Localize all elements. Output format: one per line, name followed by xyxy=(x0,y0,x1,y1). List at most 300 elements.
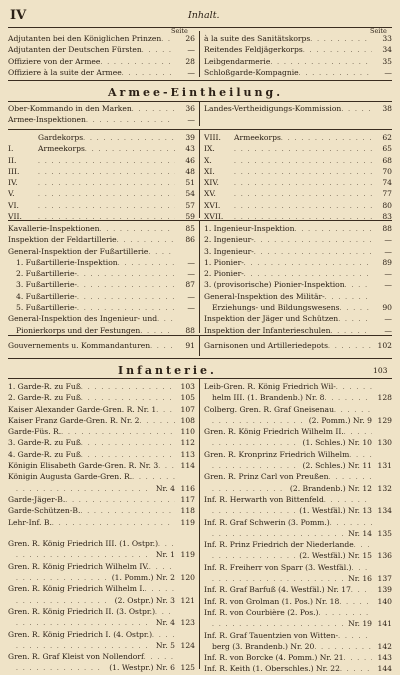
entry-label: Kaiser Franz Garde-Gren. R. Nr. 2 xyxy=(8,415,140,425)
top-right-list xyxy=(204,34,392,79)
entry-page: — xyxy=(187,67,195,77)
entry-page: 119 xyxy=(180,550,195,560)
entry-page: 59 xyxy=(185,212,195,222)
entry-label: Schloßgarde-Kompagnie xyxy=(204,67,299,77)
dot-leader xyxy=(339,598,372,608)
dot-leader xyxy=(117,236,175,246)
entry-label: Inf. R. von Courbière (2. Pos.) xyxy=(204,607,319,617)
column-divider xyxy=(199,31,200,77)
landes-list xyxy=(204,104,392,115)
entry-page: 140 xyxy=(377,596,392,606)
toc-entry xyxy=(8,607,195,618)
entry-page: 112 xyxy=(180,438,195,448)
armeekorps-right-list xyxy=(204,133,392,223)
entry-label: (2. Pomm.) Nr. 9 xyxy=(308,415,372,425)
toc-entry xyxy=(8,178,195,189)
rule xyxy=(8,378,392,379)
toc-entry xyxy=(204,224,392,235)
entry-page: 136 xyxy=(377,551,392,561)
entry-number: XVII. xyxy=(204,212,224,222)
entry-page: 130 xyxy=(377,438,392,448)
toc-entry xyxy=(8,382,195,393)
entry-label: Nr. 4 xyxy=(155,483,175,493)
entry-page: 38 xyxy=(382,104,392,113)
entry-page: 118 xyxy=(180,506,195,516)
entry-page: 57 xyxy=(185,200,195,210)
infanterie-right-list xyxy=(204,382,392,675)
toc-entry xyxy=(8,495,195,506)
entry-page: 54 xyxy=(185,189,195,199)
dot-leader xyxy=(349,451,372,461)
dot-leader xyxy=(336,383,372,393)
dot-leader xyxy=(16,597,111,607)
entry-label: Garde-Füs. R. xyxy=(8,427,62,437)
infanterie-left-list xyxy=(8,382,195,675)
toc-entry xyxy=(8,258,195,269)
dot-leader xyxy=(38,213,175,223)
toc-entry xyxy=(204,303,392,314)
rule xyxy=(8,129,392,130)
toc-entry xyxy=(8,405,195,416)
entry-label: 1. Ingenieur-Inspektion xyxy=(204,224,295,233)
entry-number: XI. xyxy=(204,166,215,176)
entry-label: Inf. R. Graf Tauentzien von Witten- xyxy=(204,630,339,640)
toc-entry xyxy=(8,450,195,461)
entry-label: Gren. R. König Friedrich Wilhelm IV. xyxy=(8,561,149,571)
dot-leader xyxy=(77,270,175,280)
armeekorps-left-list xyxy=(8,133,195,223)
dot-leader xyxy=(158,540,175,550)
entry-label: Garde-Jäger-B. xyxy=(8,494,66,504)
dot-leader xyxy=(234,179,372,189)
section-heading-infanterie: Infanterie. xyxy=(118,364,217,377)
toc-entry xyxy=(8,269,195,280)
dot-leader xyxy=(142,46,175,56)
dot-leader xyxy=(340,665,372,675)
dot-leader xyxy=(212,485,286,495)
entry-page: 39 xyxy=(185,133,195,142)
entry-label: Leibgendarmerie xyxy=(204,56,271,66)
column-divider xyxy=(199,221,200,333)
entry-label: (2. Ostpr.) Nr. 3 xyxy=(114,595,175,605)
toc-entry xyxy=(204,608,392,619)
toc-entry xyxy=(204,382,392,393)
dot-leader xyxy=(341,105,372,115)
entry-page: 131 xyxy=(377,461,392,471)
toc-entry xyxy=(8,167,195,178)
entry-label: Adjutanten der Deutschen Fürsten xyxy=(8,45,142,55)
entry-page: 87 xyxy=(185,280,195,290)
entry-page: 105 xyxy=(180,393,195,403)
dot-leader xyxy=(354,541,372,551)
entry-label: Offiziere von der Armee xyxy=(8,56,101,66)
toc-entry xyxy=(204,68,392,79)
gouvernements-entry xyxy=(8,341,195,352)
toc-entry xyxy=(204,653,392,664)
dot-leader xyxy=(38,179,175,189)
entry-label: Nr. 14 xyxy=(348,528,372,538)
dot-leader xyxy=(16,485,152,495)
dot-leader xyxy=(303,46,372,56)
entry-page: 102 xyxy=(377,341,392,350)
entry-label: Adjutanten bei den Königlichen Prinzen xyxy=(8,34,162,43)
entry-label: 2. Ingenieur- xyxy=(204,235,254,245)
dot-leader xyxy=(212,620,344,630)
entry-label: 2. Garde-R. zu Fuß xyxy=(8,393,81,403)
dot-leader xyxy=(254,248,372,258)
rule xyxy=(8,335,392,336)
entry-page: 80 xyxy=(382,200,392,210)
toc-entry xyxy=(204,314,392,325)
toc-entry xyxy=(204,461,392,472)
entry-label: Kavallerie-Inspektionen xyxy=(8,224,100,233)
dot-leader xyxy=(140,417,176,427)
entry-page: 108 xyxy=(180,415,195,425)
toc-entry xyxy=(8,472,195,483)
dot-leader xyxy=(254,236,372,246)
dot-leader xyxy=(244,259,372,269)
entry-label: Inf. R. Keith (1. Oberschles.) Nr. 22 xyxy=(204,664,340,674)
dot-leader xyxy=(81,451,175,461)
garnisonen-entry xyxy=(204,341,392,352)
toc-entry xyxy=(204,405,392,416)
entry-page: 144 xyxy=(377,664,392,674)
dot-leader xyxy=(77,293,175,303)
toc-entry xyxy=(204,450,392,461)
ober-kommando-list xyxy=(8,104,195,127)
toc-entry xyxy=(204,280,392,291)
entry-label: (1. Westpr.) Nr. 6 xyxy=(109,663,175,673)
entry-label: Gren. R. Kronprinz Friedrich Wilhelm xyxy=(204,449,350,459)
entry-page: 88 xyxy=(185,325,195,335)
dot-leader xyxy=(38,168,175,178)
dot-leader xyxy=(330,519,372,529)
entry-label: Inspektion der Infanterieschulen xyxy=(204,325,331,335)
dot-leader xyxy=(100,58,175,68)
entry-page: 86 xyxy=(185,235,195,245)
entry-page: 116 xyxy=(180,483,195,493)
entry-label: 1. Fußartillerie-Inspektion xyxy=(16,257,118,267)
dot-leader xyxy=(65,496,175,506)
toc-entry xyxy=(8,144,195,155)
toc-entry xyxy=(204,495,392,506)
entry-label: (1. Westfäl.) Nr. 13 xyxy=(299,506,372,516)
entry-label: Reitendes Feldjägerkorps xyxy=(204,45,303,55)
entry-label: General-Inspektion des Ingenieur- und xyxy=(8,314,158,324)
entry-page: 91 xyxy=(185,341,195,350)
entry-page: — xyxy=(384,314,392,324)
entry-page: 114 xyxy=(180,461,195,471)
entry-page: 83 xyxy=(382,212,392,222)
column-divider xyxy=(199,102,200,126)
toc-entry xyxy=(8,115,195,126)
rule-top xyxy=(8,27,392,28)
entry-label: 1. Pionier- xyxy=(204,257,244,267)
dot-leader xyxy=(80,507,175,517)
toc-entry xyxy=(204,574,392,585)
entry-page: — xyxy=(187,45,195,55)
entry-number: IX. xyxy=(204,144,215,154)
entry-page: 70 xyxy=(382,166,392,176)
dot-leader xyxy=(234,168,372,178)
entry-label: Gren. R. König Friedrich Wilhelm II. xyxy=(204,427,344,437)
dot-leader xyxy=(81,383,175,393)
toc-entry xyxy=(8,156,195,167)
toc-entry xyxy=(8,247,195,258)
dot-leader xyxy=(100,225,175,235)
entry-label: Gren. R. König Friedrich II. (3. Ostpr.) xyxy=(8,606,156,616)
entry-number: V. xyxy=(8,189,15,199)
seite-label-left: Seite xyxy=(171,27,188,35)
inspektionen-left-list xyxy=(8,224,195,337)
toc-entry xyxy=(8,427,195,438)
toc-entry xyxy=(204,472,392,483)
entry-page: — xyxy=(384,246,392,256)
toc-entry xyxy=(204,156,392,167)
entry-label: Ober-Kommando in den Marken xyxy=(8,104,132,113)
seite-label-right: Seite xyxy=(370,27,387,35)
toc-entry xyxy=(204,34,392,45)
dot-leader xyxy=(77,281,175,291)
entry-label: Inf. R. Prinz Friedrich der Niederlande xyxy=(204,540,354,550)
toc-entry xyxy=(204,642,392,653)
toc-entry xyxy=(204,235,392,246)
dot-leader xyxy=(351,586,372,596)
entry-page: 123 xyxy=(180,618,195,628)
toc-entry xyxy=(204,201,392,212)
toc-entry xyxy=(204,540,392,551)
entry-page: 62 xyxy=(382,133,392,142)
entry-page: 89 xyxy=(382,257,392,267)
toc-entry xyxy=(204,518,392,529)
entry-page: 33 xyxy=(382,34,392,43)
entry-number: XVI. xyxy=(204,200,221,210)
dot-leader xyxy=(212,552,295,562)
toc-entry xyxy=(8,201,195,212)
dot-leader xyxy=(149,563,175,573)
entry-number: X. xyxy=(204,155,212,165)
entry-page: 135 xyxy=(377,528,392,538)
entry-page: 68 xyxy=(382,155,392,165)
entry-label: Inf. R. von Grolman (1. Pos.) Nr. 18 xyxy=(204,596,340,606)
dot-leader xyxy=(212,417,305,427)
toc-entry xyxy=(204,393,392,404)
toc-entry xyxy=(8,235,195,246)
entry-page: 124 xyxy=(180,640,195,650)
entry-number: III. xyxy=(8,166,20,176)
entry-label: 1. Garde-R. zu Fuß xyxy=(8,382,81,391)
entry-label: Garnisonen und Artilleriedepots xyxy=(204,341,328,350)
dot-leader xyxy=(16,664,105,674)
dot-leader xyxy=(77,304,175,314)
rule xyxy=(8,358,392,359)
entry-label: Nr. 1 xyxy=(155,550,175,560)
entry-page: 110 xyxy=(180,427,195,437)
entry-label: Gren. R. Prinz Carl von Preußen xyxy=(204,472,329,482)
entry-page: 119 xyxy=(180,517,195,527)
entry-page: 141 xyxy=(377,619,392,629)
entry-page: — xyxy=(187,291,195,301)
entry-label: Kaiser Alexander Garde-Gren. R. Nr. 1 xyxy=(8,404,157,414)
dot-leader xyxy=(338,315,372,325)
dot-leader xyxy=(318,609,372,619)
entry-page: — xyxy=(187,257,195,267)
toc-entry xyxy=(8,652,195,663)
entry-page: 129 xyxy=(377,415,392,425)
toc-entry xyxy=(8,303,195,314)
entry-label: Garde-Schützen-B. xyxy=(8,506,81,516)
entry-label: General-Inspektion der Fußartillerie xyxy=(8,246,149,256)
dot-leader xyxy=(270,58,372,68)
toc-entry xyxy=(8,506,195,517)
entry-number: I. xyxy=(8,144,14,154)
toc-entry xyxy=(8,438,195,449)
toc-entry xyxy=(8,562,195,573)
entry-page: 125 xyxy=(180,663,195,673)
dot-leader xyxy=(234,202,372,212)
top-left-list xyxy=(8,34,195,79)
toc-entry xyxy=(8,68,195,79)
entry-page: 121 xyxy=(180,595,195,605)
dot-leader xyxy=(132,473,175,483)
toc-entry xyxy=(8,618,195,629)
dot-leader xyxy=(157,315,175,325)
entry-page: — xyxy=(384,280,392,290)
entry-label: 3. Garde-R. zu Fuß xyxy=(8,438,81,448)
entry-label: Inf. R. Herwarth von Bittenfeld xyxy=(204,494,324,504)
entry-page: 128 xyxy=(377,393,392,403)
entry-label: Gren. R. Graf Kleist von Nollendorf xyxy=(8,652,144,662)
entry-page: 34 xyxy=(382,45,392,55)
entry-label: Gren. R. König Friedrich I. (4. Ostpr.) xyxy=(8,629,153,639)
toc-entry xyxy=(204,144,392,155)
dot-leader xyxy=(310,35,372,45)
toc-entry xyxy=(204,551,392,562)
toc-entry xyxy=(8,539,195,550)
dot-leader xyxy=(81,439,175,449)
dot-leader xyxy=(281,134,372,144)
entry-page: 143 xyxy=(377,653,392,663)
dot-leader xyxy=(338,632,372,642)
entry-page: 35 xyxy=(382,56,392,66)
toc-entry xyxy=(204,178,392,189)
entry-page: 134 xyxy=(377,506,392,516)
dot-leader xyxy=(234,157,372,167)
entry-label: Gren. R. König Friedrich Wilhelm I. xyxy=(8,584,145,594)
toc-entry xyxy=(204,258,392,269)
entry-label: Inf. R. Graf Schwerin (3. Pomm.) xyxy=(204,517,330,527)
toc-entry xyxy=(8,663,195,674)
toc-entry xyxy=(8,630,195,641)
entry-page: — xyxy=(384,235,392,245)
toc-entry xyxy=(8,518,195,529)
toc-entry xyxy=(8,212,195,223)
toc-entry xyxy=(204,597,392,608)
entry-page: 36 xyxy=(185,104,195,113)
dot-leader xyxy=(212,507,295,517)
dot-leader xyxy=(16,619,152,629)
toc-entry xyxy=(204,585,392,596)
entry-label: Armee-Inspektionen xyxy=(8,115,86,125)
toc-entry xyxy=(204,189,392,200)
toc-entry xyxy=(8,292,195,303)
toc-entry xyxy=(204,427,392,438)
toc-entry xyxy=(8,133,195,144)
toc-entry xyxy=(204,484,392,495)
entry-label: Leib-Gren. R. König Friedrich Wil- xyxy=(204,382,336,391)
dot-leader xyxy=(314,643,372,653)
entry-page: — xyxy=(384,269,392,279)
page-title: Inhalt. xyxy=(188,10,220,21)
entry-number: XV. xyxy=(204,189,216,199)
toc-entry xyxy=(204,167,392,178)
entry-label: Nr. 16 xyxy=(348,574,372,584)
toc-entry xyxy=(204,563,392,574)
entry-label: 5. Fußartillerie- xyxy=(16,303,77,313)
dot-leader xyxy=(16,551,152,561)
entry-label: (1. Schles.) Nr. 10 xyxy=(302,438,372,448)
entry-number: VIII. xyxy=(204,133,221,142)
entry-page: 120 xyxy=(180,573,195,583)
entry-label: Offiziere à la suite der Armee xyxy=(8,67,122,77)
toc-entry xyxy=(8,461,195,472)
toc-entry xyxy=(204,631,392,642)
entry-page: 113 xyxy=(180,449,195,459)
entry-label: 4. Fußartillerie- xyxy=(16,291,77,301)
entry-page: 142 xyxy=(377,641,392,651)
toc-entry xyxy=(204,506,392,517)
entry-page: — xyxy=(187,269,195,279)
entry-label: Nr. 4 xyxy=(155,618,175,628)
entry-page: 46 xyxy=(185,155,195,165)
dot-leader xyxy=(161,35,175,45)
toc-entry xyxy=(8,416,195,427)
entry-label: (2. Westfäl.) Nr. 15 xyxy=(299,551,372,561)
dot-leader xyxy=(344,428,372,438)
dot-leader xyxy=(212,575,344,585)
toc-entry xyxy=(204,212,392,223)
dot-leader xyxy=(83,134,175,144)
toc-entry xyxy=(8,314,195,325)
dot-leader xyxy=(16,574,108,584)
dot-leader xyxy=(148,248,175,258)
entry-label: helm III. (1. Brandenb.) Nr. 8 xyxy=(212,393,325,403)
page-number-roman: IV xyxy=(10,8,27,23)
entry-label: Königin Augusta Garde-Gren. R. xyxy=(8,472,133,482)
entry-label: Inspektion der Feldartillerie xyxy=(8,235,117,245)
entry-label: Colberg. Gren. R. Graf Gneisenau xyxy=(204,404,334,414)
entry-label: (2. Schles.) Nr. 11 xyxy=(302,461,372,471)
toc-entry xyxy=(8,57,195,68)
toc-entry xyxy=(8,189,195,200)
entry-page: 43 xyxy=(185,144,195,154)
dot-leader xyxy=(145,585,175,595)
toc-entry xyxy=(204,416,392,427)
dot-leader xyxy=(155,608,175,618)
rule xyxy=(8,220,392,221)
toc-entry xyxy=(8,45,195,56)
toc-entry xyxy=(8,34,195,45)
rule xyxy=(8,80,392,81)
entry-page: 74 xyxy=(382,178,392,188)
section-heading-armee: Armee-Eintheilung. xyxy=(108,86,284,99)
dot-leader xyxy=(52,519,175,529)
dot-leader xyxy=(212,462,298,472)
dot-leader xyxy=(325,394,372,404)
entry-label: Landes-Vertheidigungs-Kommission xyxy=(204,104,342,113)
toc-entry xyxy=(8,224,195,235)
entry-page: 139 xyxy=(377,585,392,595)
